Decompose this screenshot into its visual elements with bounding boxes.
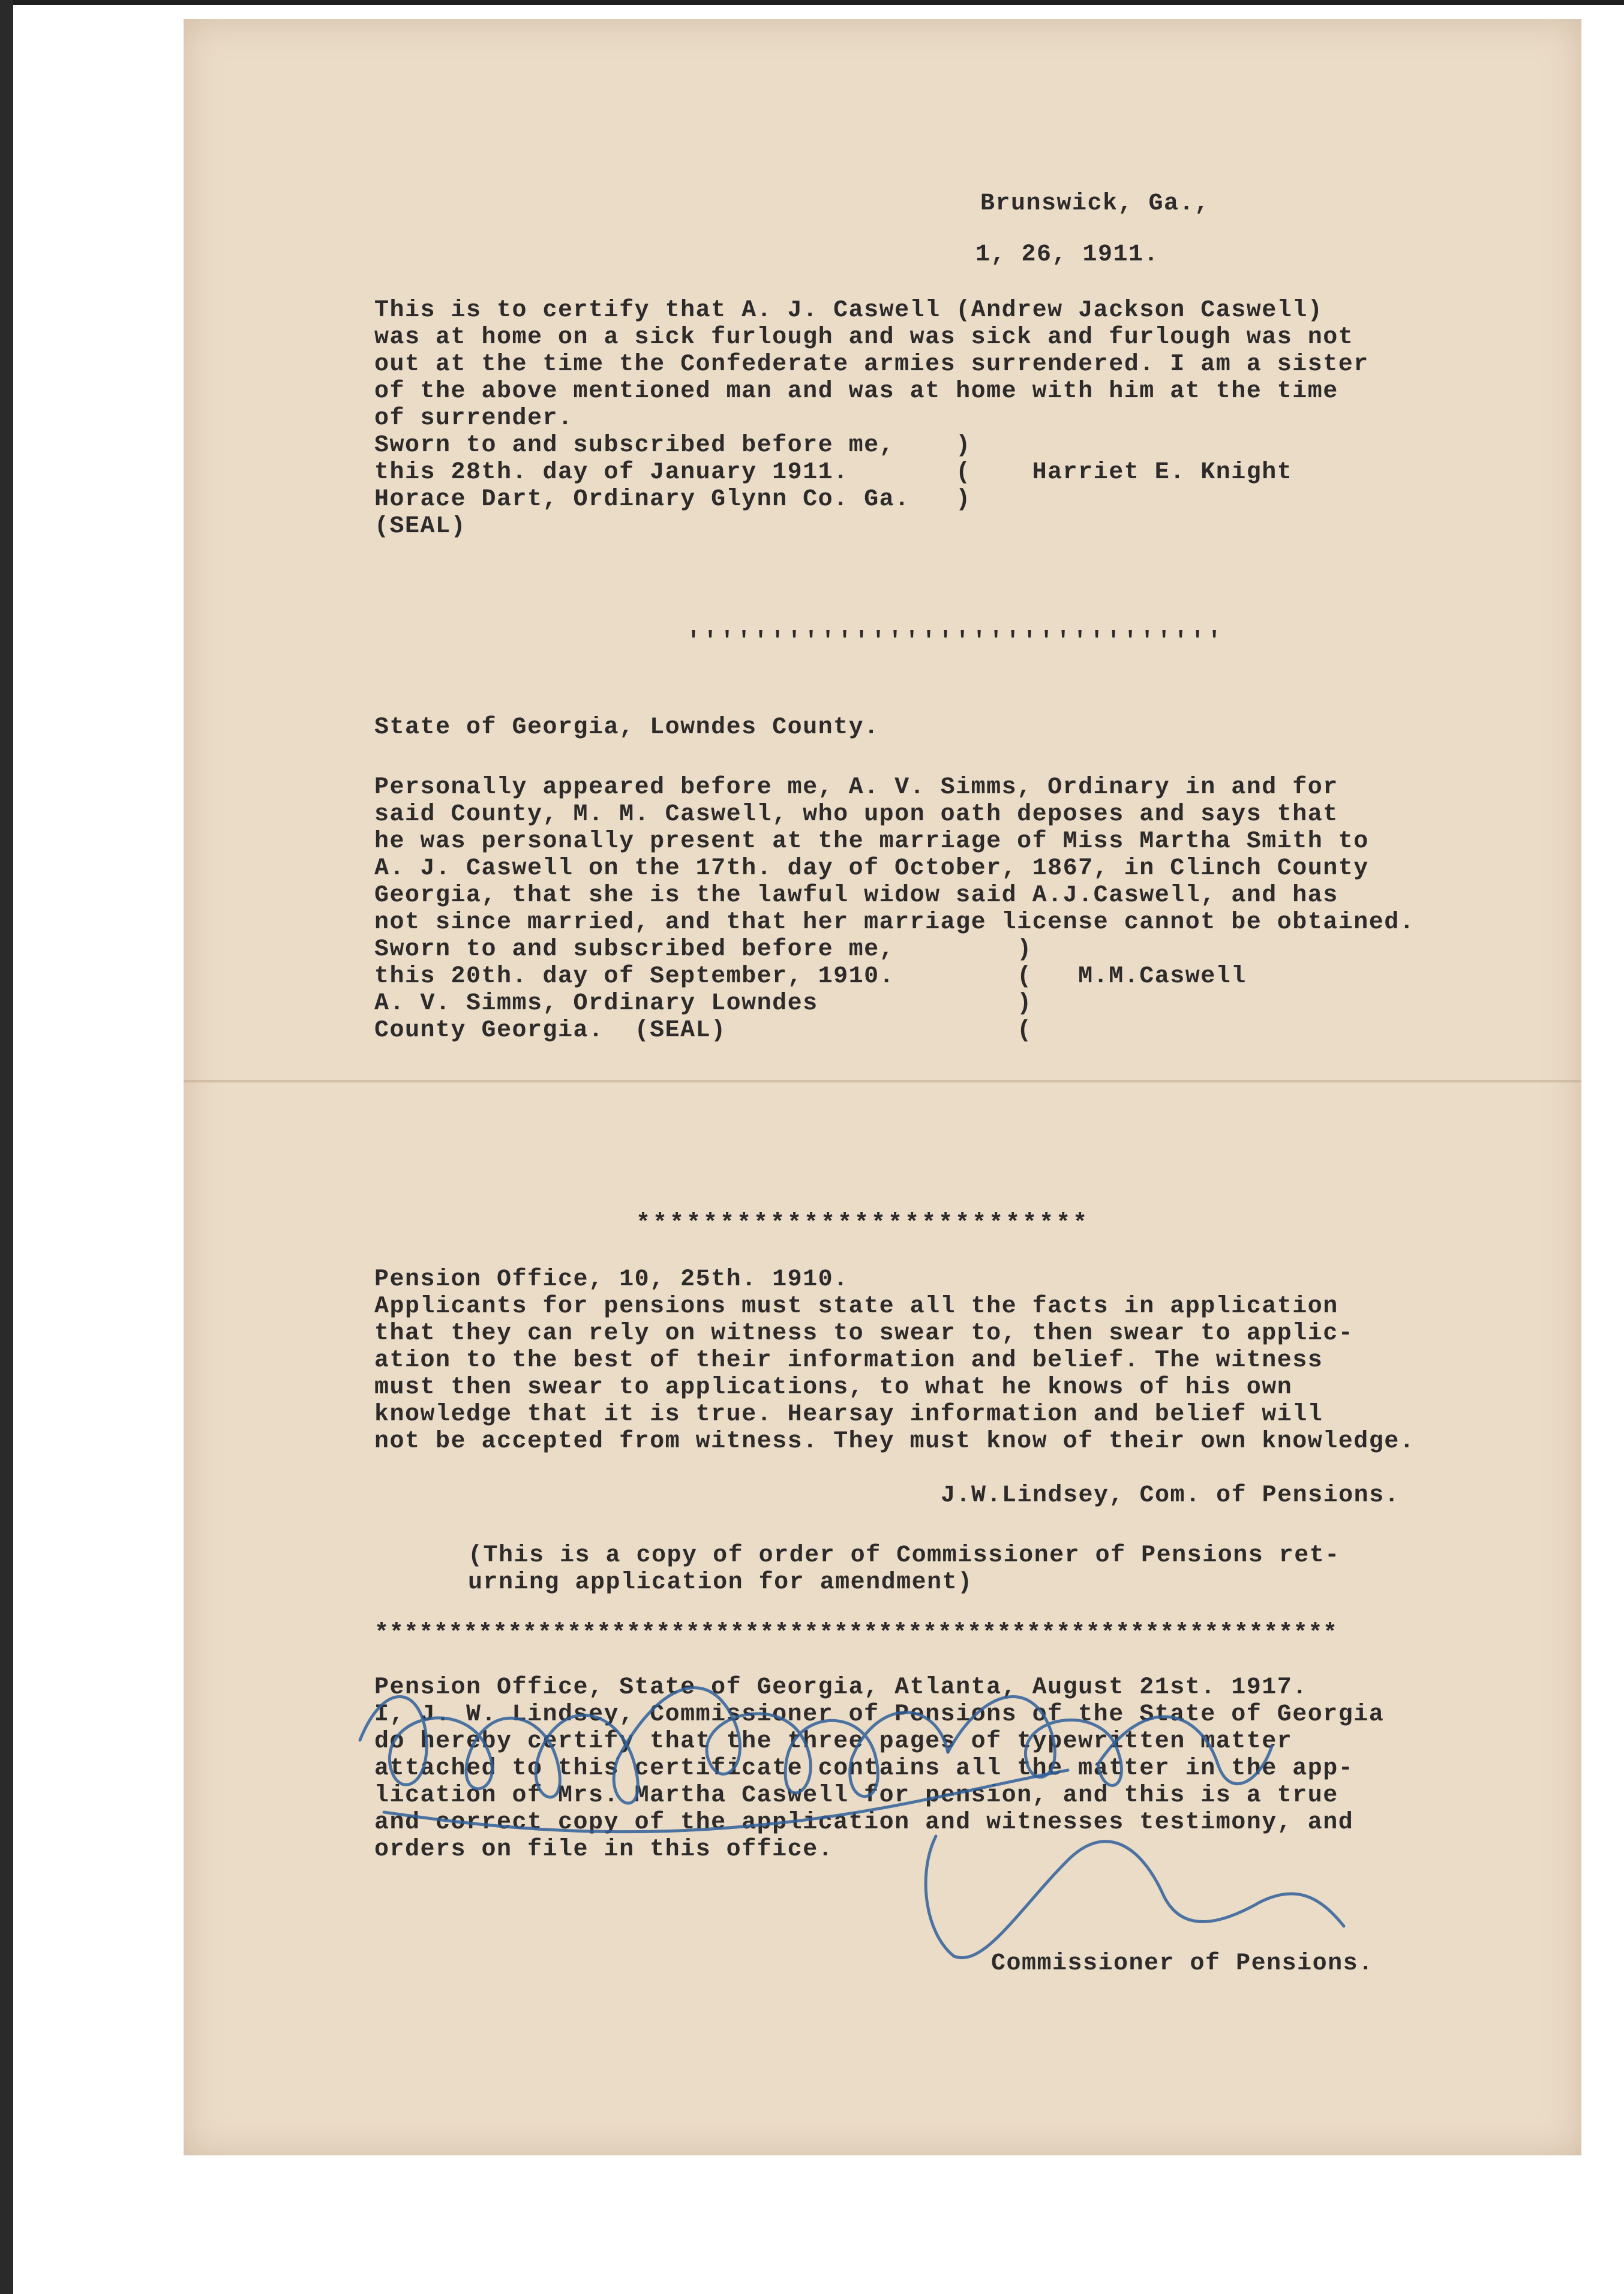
scan-top-edge bbox=[0, 0, 1624, 18]
page-fold bbox=[184, 1080, 1581, 1082]
separator-apostrophes: '''''''''''''''''''''''''''''''' bbox=[686, 628, 1224, 655]
commissioner-signature bbox=[348, 1644, 1452, 1980]
certificate-jurat: Sworn to and subscribed before me, ) this 28th. day of January 1911. ( Harriet E. Knight Horace Dart, Ordinary Glynn Co. Ga. ) (SEAL) bbox=[374, 432, 1293, 540]
document-page bbox=[184, 19, 1581, 2155]
header-place: Brunswick, Ga., bbox=[980, 190, 1210, 217]
order-note: (This is a copy of order of Commissioner of Pensions ret- urning application for amendment) bbox=[468, 1542, 1340, 1596]
scan-left-edge bbox=[0, 0, 13, 2294]
separator-long: ***************************************************************** bbox=[374, 1620, 1338, 1647]
affidavit-body: Personally appeared before me, A. V. Simms, Ordinary in and for said County, M. M. Caswell, who upon oath deposes and says that he was personally present at the marriage of Miss Martha Smith to A. J. Caswell on the 17th. day of October, 1867, in Clinch County Georgia, that she is the lawful widow said A.J.Caswell, and has not since married, and that her marriage license cannot be obtained. bbox=[374, 774, 1415, 936]
certificate-body: This is to certify that A. J. Caswell (Andrew Jackson Caswell) was at home on a sick furlough and was sick and furlough was not out at the time the Confederate armies surrendered. I am a sister of the above mentioned man and was at home with him at the time of surrender. bbox=[374, 297, 1369, 432]
certification-body: Pension Office, State of Georgia, Atlanta, August 21st. 1917. I, J. W. Lindsey, Commissioner of Pensions of the State of Georgia do hereby certify that the three pages of typewritten matter attached to this certificate contains all the matter in the app- lication of Mrs. Martha Caswell for pension, and this is a true and correct copy of the application and witnesses testimony, and orders on file in this office. bbox=[374, 1674, 1385, 1863]
affidavit-jurat: Sworn to and subscribed before me, ) this 20th. day of September, 1910. ( M.M.Caswell A. V. Simms, Ordinary Lowndes ) County Georgia. (SEAL) ( bbox=[374, 936, 1247, 1044]
separator-asterisks: *************************** bbox=[636, 1210, 1090, 1237]
order-signer: J.W.Lindsey, Com. of Pensions. bbox=[941, 1482, 1400, 1509]
affidavit-heading: State of Georgia, Lowndes County. bbox=[374, 714, 879, 741]
order-body: Pension Office, 10, 25th. 1910. Applicants for pensions must state all the facts in application that they can rely on witness to swear to, then swear to applic- ation to the best of their information and belief. The witness must then swear to applications, to what he knows of his own knowledge that it is true. Hearsay information and belief will not be accepted from witness. They must know of their own knowledge. bbox=[374, 1266, 1415, 1455]
certification-signature-line: Commissioner of Pensions. bbox=[991, 1950, 1374, 1977]
header-date: 1, 26, 1911. bbox=[975, 241, 1160, 268]
